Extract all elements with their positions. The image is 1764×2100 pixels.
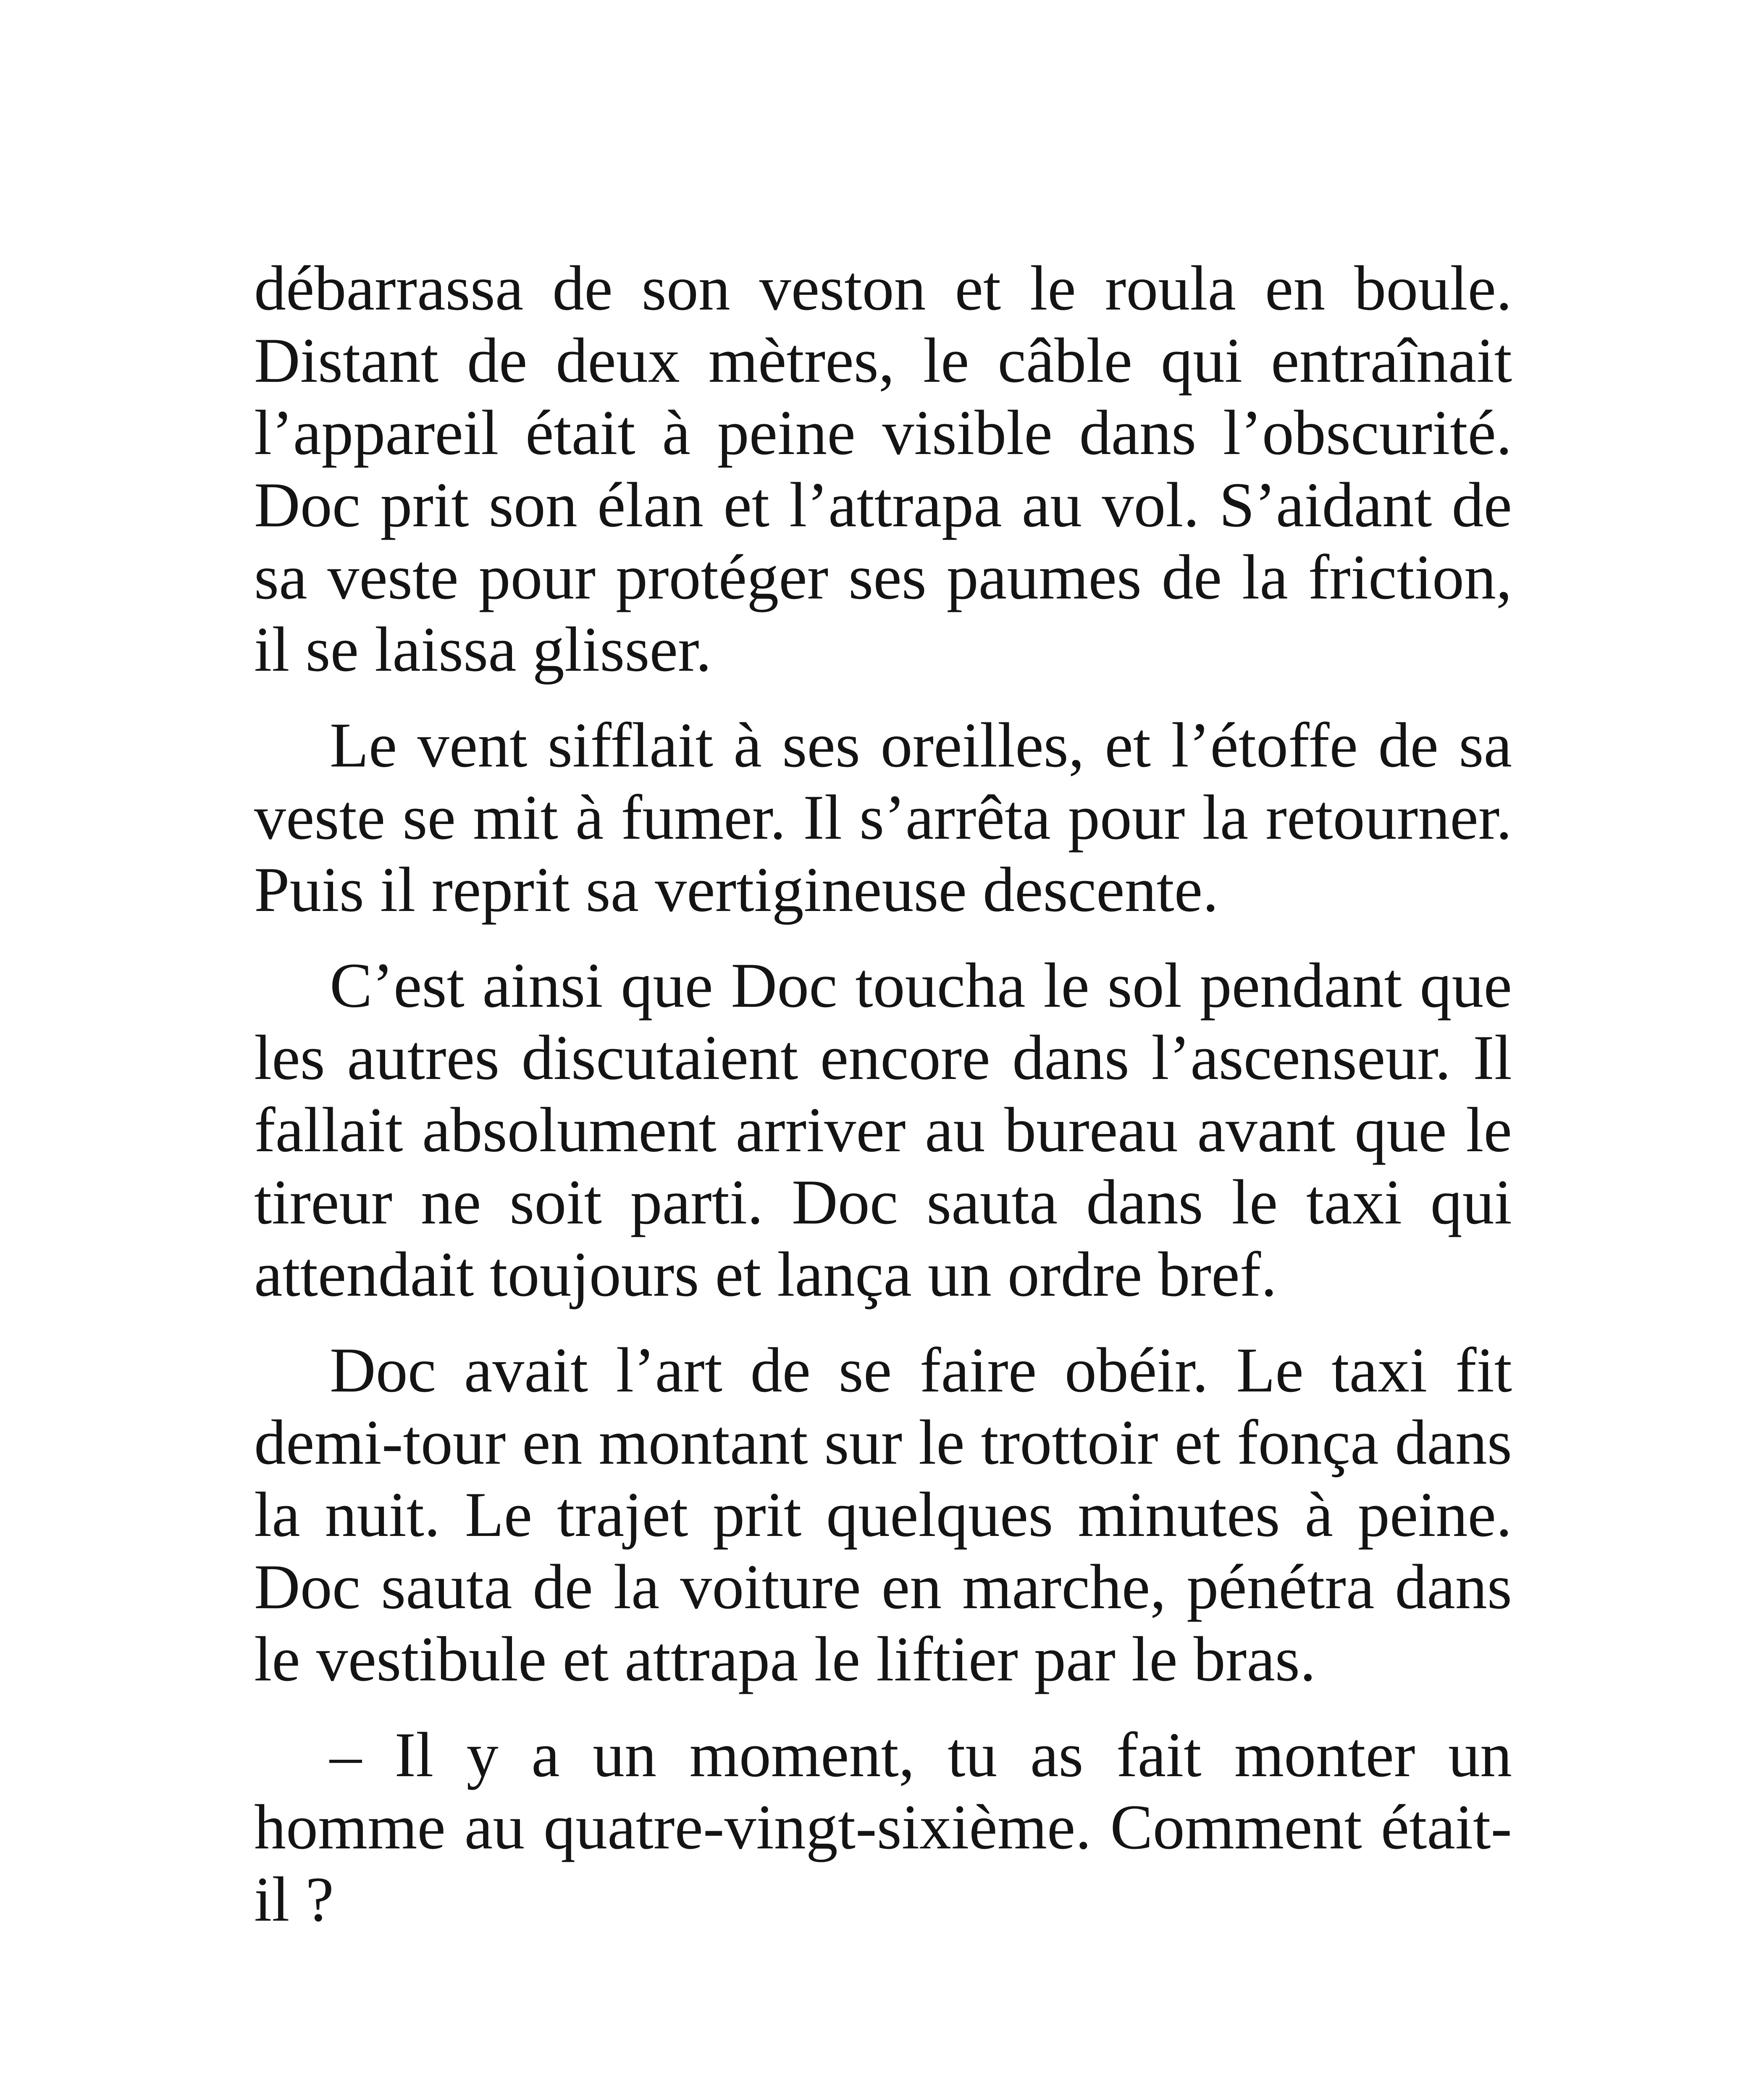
- body-text: [254, 252, 1512, 1935]
- paragraph-5: – Il y a un moment, tu as fait monter un homme au quatre-vingt-sixième. Comment était-il ?: [254, 1719, 1512, 1935]
- paragraph-4: Doc avait l’art de se faire obéir. Le taxi fit demi-tour en montant sur le trottoir et fonça dans la nuit. Le trajet prit quelques minutes à peine. Doc sauta de la voiture en marche, pénétra dans le vestibule et attrapa le liftier par le bras.: [254, 1335, 1512, 1694]
- paragraph-1: débarrassa de son veston et le roula en boule. Distant de deux mètres, le câble qui entraînait l’appareil était à peine visible dans l’obscurité. Doc prit son élan et l’attrapa au vol. S’aidant de sa veste pour protéger ses paumes de la friction, il se laissa glisser.: [254, 253, 1512, 685]
- paragraph-3: C’est ainsi que Doc toucha le sol pendant que les autres discutaient encore dans l’ascenseur. Il fallait absolument arriver au bureau avant que le tireur ne soit parti. Doc sauta dans le taxi qui attendait toujours et lança un ordre bref.: [254, 950, 1512, 1310]
- paragraph-2: Le vent sifflait à ses oreilles, et l’étoffe de sa veste se mit à fumer. Il s’arrêta pour la retourner. Puis il reprit sa vertigineuse descente.: [254, 710, 1512, 925]
